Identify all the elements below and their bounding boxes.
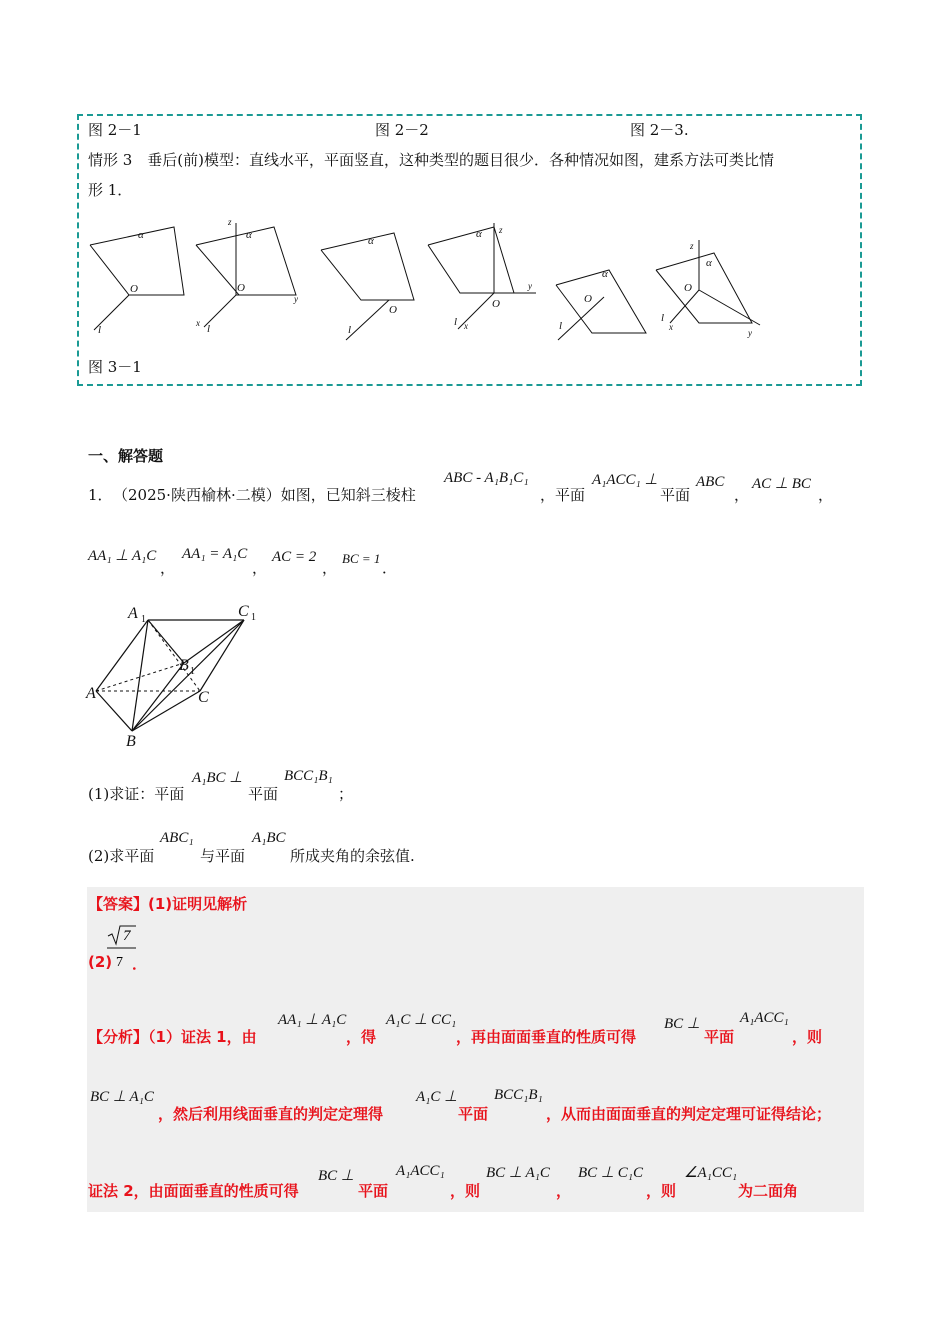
part2-end: 所成夹角的余弦值. bbox=[290, 847, 415, 865]
plane-4 bbox=[428, 227, 514, 293]
part1-prefix: (1)求证：平面 bbox=[88, 785, 185, 803]
analysis-l1-m1: AA₁ ⊥ A₁C bbox=[278, 1012, 347, 1028]
analysis-l3-m5: ∠A₁CC₁ bbox=[684, 1165, 738, 1181]
alpha-6: α bbox=[706, 257, 712, 269]
analysis-l1-a: 【分析】（1）证法 1，由 bbox=[88, 1028, 257, 1046]
analysis-l2-m3: BCC₁B₁ bbox=[494, 1087, 543, 1103]
comma-1: ， bbox=[734, 486, 750, 504]
case3-line1: 情形 3 垂后(前)模型：直线水平，平面竖直，这种类型的题目很少．各种情况如图，建系方法可类比情 bbox=[88, 151, 775, 169]
analysis-l3-f: 为二面角 bbox=[738, 1182, 799, 1200]
analysis-l3-a: 证法 2，由面面垂直的性质可得 bbox=[88, 1182, 299, 1200]
l-3: l bbox=[348, 324, 352, 336]
part1-plane-a: A₁BC ⊥ bbox=[192, 770, 243, 786]
prism-name: ABC - A₁B₁C₁ bbox=[444, 470, 529, 486]
part2-prefix: (2)求平面 bbox=[88, 847, 155, 865]
line-l-3 bbox=[346, 300, 389, 340]
label-A1: A bbox=[128, 605, 138, 622]
O-4: O bbox=[492, 298, 500, 310]
part2-mid: 与平面 bbox=[200, 847, 246, 865]
label-B1: B bbox=[179, 657, 189, 674]
alpha-4: α bbox=[476, 228, 482, 240]
prism-figure bbox=[84, 598, 274, 750]
label-C1-sub: 1 bbox=[251, 612, 256, 623]
O-5: O bbox=[584, 293, 592, 305]
analysis-l3-b: 平面 bbox=[358, 1182, 389, 1200]
analysis-l1-e: ，则 bbox=[792, 1028, 823, 1046]
analysis-l2-a: ，然后利用线面垂直的判定定理得 bbox=[158, 1105, 384, 1123]
part1-plane-b: BCC₁B₁ bbox=[284, 768, 333, 784]
O-2: O bbox=[237, 282, 245, 294]
cond-bc-1: BC = 1 bbox=[342, 551, 381, 566]
analysis-l3-m4: BC ⊥ C₁C bbox=[578, 1165, 643, 1181]
x-6: x bbox=[669, 322, 673, 332]
comma-5: ， bbox=[322, 559, 338, 577]
l-1: l bbox=[98, 324, 102, 336]
answer-dot: ． bbox=[132, 955, 148, 973]
l-2: l bbox=[207, 323, 211, 335]
analysis-l2-c: ，从而由面面垂直的判定定理可证得结论； bbox=[546, 1105, 832, 1123]
O-3: O bbox=[389, 304, 397, 316]
text-plane: ，平面 bbox=[540, 486, 586, 504]
case3-line2: 形 1． bbox=[88, 181, 133, 199]
label-B: B bbox=[126, 733, 136, 750]
analysis-l1-b: ，得 bbox=[346, 1028, 377, 1046]
analysis-l3-d: ， bbox=[556, 1182, 572, 1200]
analysis-l1-m2: A₁C ⊥ CC₁ bbox=[386, 1012, 457, 1028]
analysis-l1-c: ，再由面面垂直的性质可得 bbox=[456, 1028, 637, 1046]
analysis-l3-e: ，则 bbox=[646, 1182, 677, 1200]
cond-ac-bc: AC ⊥ BC bbox=[752, 476, 811, 492]
analysis-l1-m3: BC ⊥ bbox=[664, 1016, 700, 1032]
O-6: O bbox=[684, 282, 692, 294]
label-A: A bbox=[86, 685, 96, 702]
answer-part2-label: (2) bbox=[88, 953, 113, 971]
analysis-l3-m1: BC ⊥ bbox=[318, 1168, 354, 1184]
analysis-l3-m3: BC ⊥ A₁C bbox=[486, 1165, 550, 1181]
part1-end: ； bbox=[338, 785, 354, 803]
comma-2: ， bbox=[818, 486, 834, 504]
section-title: 一、解答题 bbox=[88, 447, 164, 465]
text-plane2: 平面 bbox=[660, 486, 691, 504]
part1-mid: 平面 bbox=[248, 785, 279, 803]
period-1: ． bbox=[382, 559, 398, 577]
y-2: y bbox=[294, 294, 298, 304]
answer-label: 【答案】(1)证明见解析 bbox=[88, 895, 248, 913]
problem-source: （2025·陕西榆林·二模）如图，已知斜三棱柱 bbox=[113, 486, 416, 504]
l-6: l bbox=[661, 312, 665, 324]
label-B1-sub: 1 bbox=[190, 666, 195, 677]
sqrt-radicand: 7 bbox=[123, 928, 131, 944]
analysis-l2-m1: BC ⊥ A₁C bbox=[90, 1089, 154, 1105]
alpha-3: α bbox=[368, 235, 374, 247]
cond-aa1-a1c: AA₁ ⊥ A₁C bbox=[88, 548, 157, 564]
x-4: x bbox=[464, 321, 468, 331]
analysis-l3-c: ，则 bbox=[450, 1182, 481, 1200]
analysis-l1-d: 平面 bbox=[704, 1028, 735, 1046]
part2-plane-b: A₁BC bbox=[252, 830, 286, 846]
label-C: C bbox=[198, 689, 209, 706]
fig-label-2-1: 图 2－1 bbox=[88, 121, 142, 139]
part2-plane-a: ABC₁ bbox=[160, 830, 194, 846]
alpha-5: α bbox=[602, 268, 608, 280]
y-6: y bbox=[748, 328, 752, 338]
y-4: y bbox=[528, 281, 532, 291]
z-2: z bbox=[228, 217, 232, 227]
analysis-l3-m2: A₁ACC₁ bbox=[396, 1163, 445, 1179]
alpha-2: α bbox=[246, 229, 252, 241]
analysis-l2-m2: A₁C ⊥ bbox=[416, 1089, 458, 1105]
figure-3-1 bbox=[84, 205, 774, 345]
fig-label-3-1: 图 3－1 bbox=[88, 358, 142, 376]
axis-y-6 bbox=[699, 290, 760, 325]
analysis-l1-m4: A₁ACC₁ bbox=[740, 1010, 789, 1026]
answer-panel bbox=[87, 887, 864, 1212]
comma-3: ， bbox=[160, 559, 176, 577]
comma-4: ， bbox=[252, 559, 268, 577]
cond-aa1-eq: AA₁ = A₁C bbox=[182, 546, 248, 562]
O-1: O bbox=[130, 283, 138, 295]
label-A1-sub: 1 bbox=[141, 614, 146, 625]
cond-ac-2: AC = 2 bbox=[272, 549, 317, 565]
z-4: z bbox=[499, 225, 503, 235]
analysis-l2-b: 平面 bbox=[458, 1105, 489, 1123]
problem-number: 1． bbox=[88, 486, 113, 504]
label-C1: C bbox=[238, 603, 249, 620]
plane-5 bbox=[556, 270, 646, 333]
fig-label-2-2: 图 2－2 bbox=[375, 121, 429, 139]
plane1-math: A₁ACC₁ ⊥ bbox=[592, 472, 658, 488]
line-l-5 bbox=[558, 297, 604, 340]
l-4: l bbox=[454, 316, 458, 328]
plane2-math: ABC bbox=[696, 474, 725, 490]
z-6: z bbox=[690, 241, 694, 251]
alpha-1: α bbox=[138, 229, 144, 241]
fraction-denominator: 7 bbox=[116, 955, 123, 970]
l-5: l bbox=[559, 320, 563, 332]
x-2: x bbox=[196, 318, 200, 328]
fig-label-2-3: 图 2－3. bbox=[630, 121, 689, 139]
